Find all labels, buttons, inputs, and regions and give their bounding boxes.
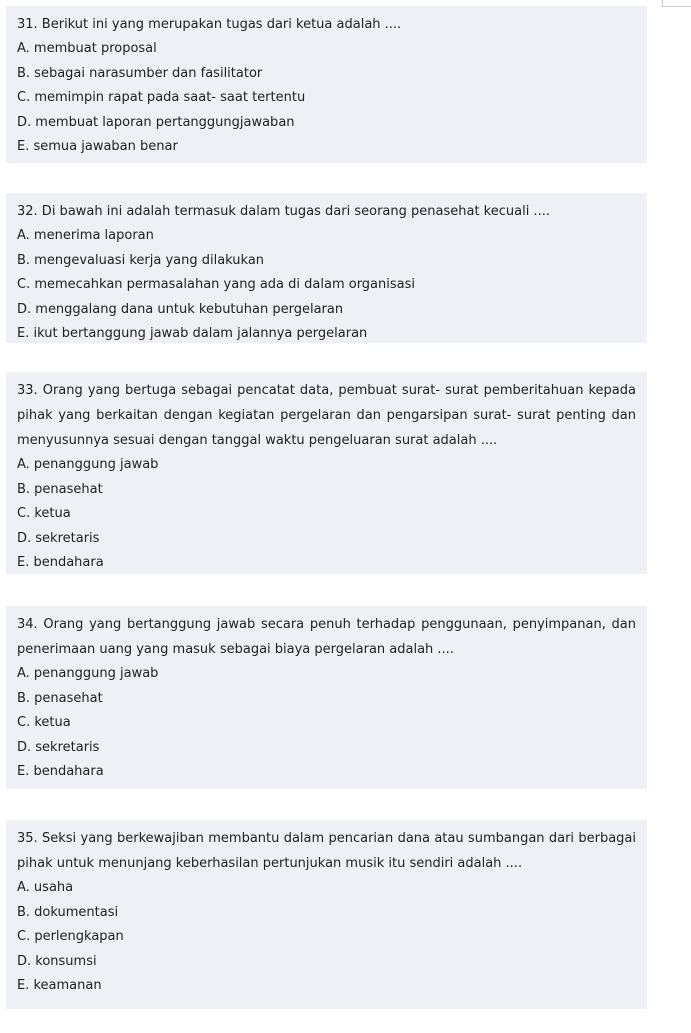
option-c[interactable]: C. ketua	[17, 715, 71, 731]
option-a[interactable]: A. menerima laporan	[17, 228, 154, 243]
option-d[interactable]: D. sekretaris	[17, 739, 100, 755]
option-b[interactable]: B. sebagai narasumber dan fasilitator	[17, 65, 263, 81]
question-card-35	[6, 820, 647, 1009]
question-text: 32. Di bawah ini adalah termasuk dalam tugas dari seorang penasehat kecuali ....	[17, 204, 550, 219]
question-card-34	[6, 606, 647, 789]
option-b[interactable]: B. mengevaluasi kerja yang dilakukan	[17, 252, 265, 268]
option-e[interactable]: E. ikut bertanggung jawab dalam jalannya pergelaran	[17, 326, 368, 342]
option-e[interactable]: E. bendahara	[17, 764, 104, 780]
corner-mark	[662, 0, 691, 7]
option-e[interactable]: E. semua jawaban benar	[17, 139, 178, 155]
option-a[interactable]: A. membuat proposal	[17, 41, 157, 56]
option-d[interactable]: D. konsumsi	[17, 953, 97, 969]
option-c[interactable]: C. perlengkapan	[17, 929, 124, 945]
question-text: 35. Seksi yang berkewajiban membantu dalam pencarian dana atau sumbangan dari berbagai pihak untuk menunjang keberhasilan pertunjukan musik itu sendiri adalah ....	[17, 831, 636, 871]
option-b[interactable]: B. penasehat	[17, 690, 103, 706]
option-c[interactable]: C. memimpin rapat pada saat- saat tertentu	[17, 90, 306, 106]
question-text: 31. Berikut ini yang merupakan tugas dari ketua adalah ....	[17, 17, 402, 32]
option-d[interactable]: D. menggalang dana untuk kebutuhan pergelaran	[17, 301, 344, 317]
option-a[interactable]: A. penanggung jawab	[17, 666, 159, 681]
option-c[interactable]: C. ketua	[17, 506, 71, 522]
option-d[interactable]: D. sekretaris	[17, 530, 100, 546]
option-b[interactable]: B. dokumentasi	[17, 904, 119, 920]
option-b[interactable]: B. penasehat	[17, 481, 103, 497]
question-card-33	[6, 372, 647, 574]
option-a[interactable]: A. penanggung jawab	[17, 457, 159, 472]
option-a[interactable]: A. usaha	[17, 880, 74, 895]
question-card-31	[6, 6, 647, 163]
question-card-32	[6, 193, 647, 343]
option-c[interactable]: C. memecahkan permasalahan yang ada di dalam organisasi	[17, 277, 415, 293]
option-e[interactable]: E. keamanan	[17, 978, 102, 994]
option-d[interactable]: D. membuat laporan pertanggungjawaban	[17, 114, 295, 130]
question-text: 33. Orang yang bertuga sebagai pencatat data, pembuat surat- surat pemberitahuan kepada pihak yang berkaitan dengan kegiatan pergelaran dan pengarsipan surat- surat penting dan menyusunnya sesuai dengan tanggal waktu pengeluaran surat adalah ....	[17, 383, 636, 448]
option-e[interactable]: E. bendahara	[17, 555, 104, 571]
question-text: 34. Orang yang bertanggung jawab secara penuh terhadap penggunaan, penyimpanan, dan penerimaan uang yang masuk sebagai biaya pergelaran adalah ....	[17, 617, 636, 657]
